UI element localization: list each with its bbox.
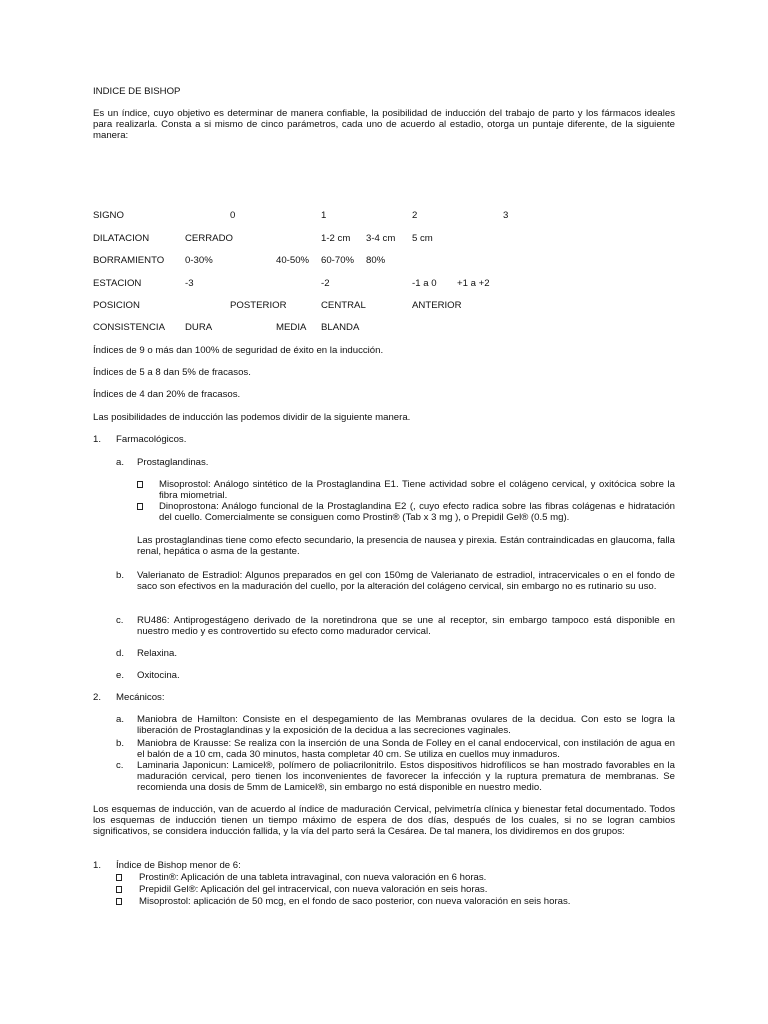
stat-line: Índices de 4 dan 20% de fracasos. (93, 389, 241, 400)
sub-paragraph: Laminaria Japonicun: Lamicel®, polímero de poliacrilonitrilo. Estos dispositivos hidrofílicos se han mostrado favorables en la maduración cervical, pero tienen los inconvenientes de favorecer la infección y la ruptura prematura de membranas. Se recomienda una dosis de 5mm de Lamicel®, sin embargo no está disponible en nuestro medio. (137, 760, 675, 793)
table-cell: DURA (185, 322, 213, 333)
table-cell: 1-2 cm (321, 233, 351, 244)
row-label: DILATACION (93, 233, 150, 244)
header-score-1: 1 (321, 210, 327, 221)
section-title: Mecánicos: (116, 692, 165, 703)
stat-line: Las posibilidades de inducción las podemos dividir de la siguiente manera. (93, 412, 411, 423)
checkbox-bullet-icon (116, 872, 122, 884)
sub-letter: e. (116, 670, 125, 681)
section-title: Farmacológicos. (116, 434, 187, 445)
table-cell: -3 (185, 278, 194, 289)
table-cell: CENTRAL (321, 300, 366, 311)
sub-paragraph: Oxitocina. (137, 670, 180, 681)
sub-title: Prostaglandinas. (137, 457, 209, 468)
sub-paragraph: Valerianato de Estradiol: Algunos preparados en gel con 150mg de Valerianato de estradiol, intracervicales o en el fondo de saco son efectivos en la maduración del cuello, por la alteración del colágeno cervical, sin embargo no es rutinario su uso. (137, 570, 675, 592)
sub-paragraph: Maniobra de Hamilton: Consiste en el despegamiento de las Membranas ovulares de la decidua. Con esto se logra la liberación de Prostaglandinas y la exposición de la decidua a las secreciones vaginales. (137, 714, 675, 736)
sub-letter: b. (116, 570, 125, 581)
sub-paragraph: Maniobra de Krausse: Se realiza con la inserción de una Sonda de Folley en el canal endocervical, con instilación de agua en el balón de a 10 cm, cada 30 minutos, hasta completar 40 cm. Se utiliza en cuellos muy inmaduros. (137, 738, 675, 760)
intro-paragraph: Es un índice, cuyo objetivo es determinar de manera confiable, la posibilidad de inducción del trabajo de parto y los fármacos ideales para realizarla. Consta a si mismo de cinco parámetros, cada uno de acuerdo al estadio, otorga un puntaje diferente, de la siguiente manera: (93, 108, 675, 141)
table-cell: 60-70% (321, 255, 355, 266)
sub-letter: c. (116, 760, 124, 771)
header-score-2: 2 (412, 210, 418, 221)
list-item: Misoprostol: aplicación de 50 mcg, en el fondo de saco posterior, con nueva valoración en seis horas. (139, 896, 571, 907)
section-number: 2. (93, 692, 102, 703)
stat-line: Índices de 9 o más dan 100% de seguridad de éxito en la inducción. (93, 345, 384, 356)
table-cell: BLANDA (321, 322, 360, 333)
list-item: Dinoprostona: Análogo funcional de la Prostaglandina E2 (, cuyo efecto radica sobre las fibras colágenas e hidratación del cuello. Comercialmente se consiguen como Prostin® (Tab x 3 mg ), o Prepidil Gel® (0.5 mg). (159, 501, 675, 523)
table-cell: -2 (321, 278, 330, 289)
prostaglandin-note: Las prostaglandinas tiene como efecto secundario, la presencia de nausea y pirexia. Están contraindicadas en glaucoma, falla renal, hepática o asma de la gestante. (137, 535, 675, 557)
row-label: POSICION (93, 300, 140, 311)
header-signo: SIGNO (93, 210, 124, 221)
section-title: Índice de Bishop menor de 6: (116, 860, 241, 871)
sub-letter: a. (116, 714, 125, 725)
checkbox-bullet-icon (116, 884, 122, 896)
table-cell: 0-30% (185, 255, 213, 266)
table-cell: +1 a +2 (457, 278, 490, 289)
list-item: Prepidil Gel®: Aplicación del gel intracervical, con nueva valoración en seis horas. (139, 884, 488, 895)
table-cell: 80% (366, 255, 386, 266)
checkbox-bullet-icon (137, 501, 143, 513)
sub-paragraph: Relaxina. (137, 648, 177, 659)
table-cell: -1 a 0 (412, 278, 437, 289)
table-cell: 5 cm (412, 233, 433, 244)
table-cell: POSTERIOR (230, 300, 287, 311)
stat-line: Índices de 5 a 8 dan 5% de fracasos. (93, 367, 251, 378)
page-title: INDICE DE BISHOP (93, 86, 181, 97)
sub-letter: b. (116, 738, 125, 749)
row-label: ESTACION (93, 278, 142, 289)
table-cell: MEDIA (276, 322, 307, 333)
row-label: BORRAMIENTO (93, 255, 165, 266)
table-cell: CERRADO (185, 233, 233, 244)
header-score-3: 3 (503, 210, 509, 221)
header-score-0: 0 (230, 210, 236, 221)
row-label: CONSISTENCIA (93, 322, 165, 333)
list-item: Misoprostol: Análogo sintético de la Prostaglandina E1. Tiene actividad sobre el colágeno cervical, y oxitócica sobre la fibra miometrial. (159, 479, 675, 501)
table-cell: ANTERIOR (412, 300, 462, 311)
section-number: 1. (93, 860, 102, 871)
closing-paragraph: Los esquemas de inducción, van de acuerdo al índice de maduración Cervical, pelvimetría clínica y bienestar fetal documentado. Todos los esquemas de inducción tienen un tiempo máximo de espera de dos días, después de los cuales, si no se logran cambios significativos, se considera inducción fallida, y la vía del parto será la Cesárea. De tal manera, los dividiremos en dos grupos: (93, 804, 675, 837)
sub-paragraph: RU486: Antiprogestágeno derivado de la noretindrona que se une al receptor, sin embargo tampoco está disponible en nuestro medio y es controvertido su efecto como madurador cervical. (137, 615, 675, 637)
table-cell: 40-50% (276, 255, 310, 266)
list-item: Prostin®: Aplicación de una tableta intravaginal, con nueva valoración en 6 horas. (139, 872, 487, 883)
checkbox-bullet-icon (116, 896, 122, 908)
section-number: 1. (93, 434, 102, 445)
table-cell: 3-4 cm (366, 233, 396, 244)
checkbox-bullet-icon (137, 479, 143, 491)
sub-letter: d. (116, 648, 125, 659)
sub-letter: c. (116, 615, 124, 626)
sub-letter: a. (116, 457, 125, 468)
